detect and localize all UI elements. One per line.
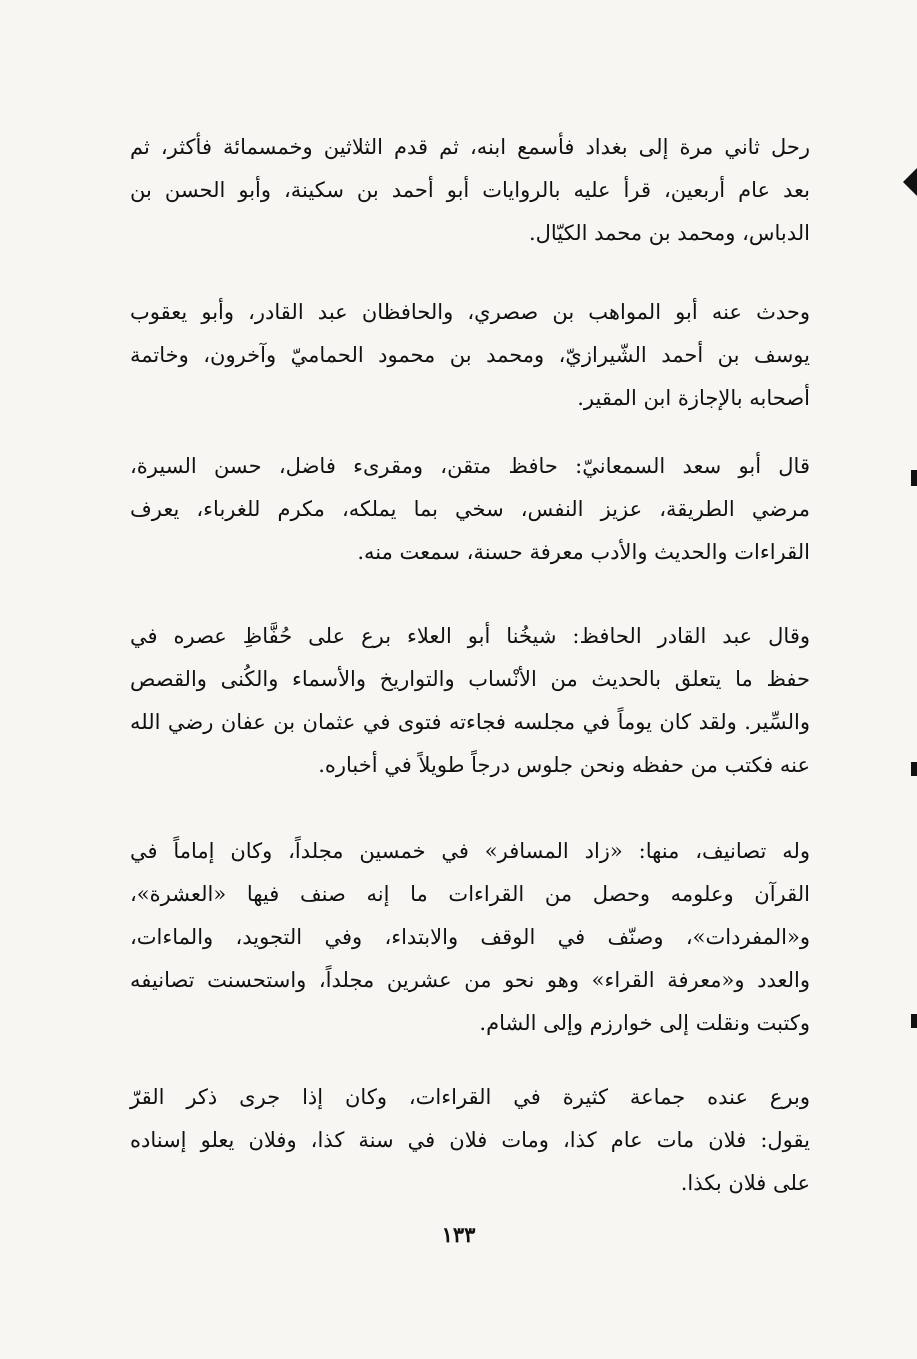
text-line: رحل ثاني مرة إلى بغداد فأسمع ابنه، ثم قدم الثلاثين وخمسمائة فأكثر، ثم xyxy=(130,135,810,159)
paragraph-1 xyxy=(130,126,810,255)
text-line: القرآن وعلومه وحصل من القراءات ما إنه صنف فيها «العشرة»، xyxy=(130,882,810,906)
text-line: مرضي الطريقة، عزيز النفس، سخي بما يملكه، مكرم للغرباء، يعرف xyxy=(130,497,810,521)
text-line: وحدث عنه أبو المواهب بن صصري، والحافظان عبد القادر، وأبو يعقوب xyxy=(130,300,810,324)
text-line: و«المفردات»، وصنّف في الوقف والابتداء، وفي التجويد، والماءات، xyxy=(130,925,810,949)
paragraph-5 xyxy=(130,830,810,1045)
page-number: ١٣٣ xyxy=(441,1222,476,1247)
text-line: وله تصانيف، منها: «زاد المسافر» في خمسين مجلداً، وكان إماماً في xyxy=(130,839,810,863)
paragraph-3 xyxy=(130,445,810,574)
margin-mark xyxy=(911,1014,917,1028)
text-line: أصحابه بالإجازة ابن المقير. xyxy=(577,386,810,410)
margin-mark xyxy=(911,762,917,776)
text-line: قال أبو سعد السمعانيّ: حافظ متقن، ومقرىء فاضل، حسن السيرة، xyxy=(130,454,810,478)
text-line: حفظ ما يتعلق بالحديث من الأنْساب والتواريخ والأسماء والكُنى والقصص xyxy=(130,667,810,691)
paragraph-6 xyxy=(130,1076,810,1205)
text-line: الدباس، ومحمد بن محمد الكيّال. xyxy=(528,221,810,245)
margin-arrow-icon xyxy=(903,168,917,196)
text-line: وقال عبد القادر الحافظ: شيخُنا أبو العلاء برع على حُفَّاظِ عصره في xyxy=(130,624,810,648)
text-line: على فلان بكذا. xyxy=(680,1171,810,1195)
text-line: عنه فكتب من حفظه ونحن جلوس درجاً طويلاً في أخباره. xyxy=(318,753,810,777)
text-line: يوسف بن أحمد الشّيرازيّ، ومحمد بن محمود الحماميّ وآخرون، وخاتمة xyxy=(130,343,810,367)
text-line: وبرع عنده جماعة كثيرة في القراءات، وكان إذا جرى ذكر القرّ xyxy=(130,1085,810,1109)
text-line: القراءات والحديث والأدب معرفة حسنة، سمعت منه. xyxy=(357,540,810,564)
margin-mark xyxy=(911,470,917,486)
text-line: وكتبت ونقلت إلى خوارزم وإلى الشام. xyxy=(479,1011,810,1035)
paragraph-4 xyxy=(130,615,810,787)
paragraph-2 xyxy=(130,291,810,420)
text-line: والسِّير. ولقد كان يوماً في مجلسه فجاءته فتوى في عثمان بن عفان رضي الله xyxy=(130,710,810,734)
text-line: بعد عام أربعين، قرأ عليه بالروايات أبو أحمد بن سكينة، وأبو الحسن بن xyxy=(130,178,810,202)
text-line: يقول: فلان مات عام كذا، ومات فلان في سنة كذا، وفلان يعلو إسناده xyxy=(130,1128,810,1152)
text-line: والعدد و«معرفة القراء» وهو نحو من عشرين مجلداً، واستحسنت تصانيفه xyxy=(130,968,810,992)
